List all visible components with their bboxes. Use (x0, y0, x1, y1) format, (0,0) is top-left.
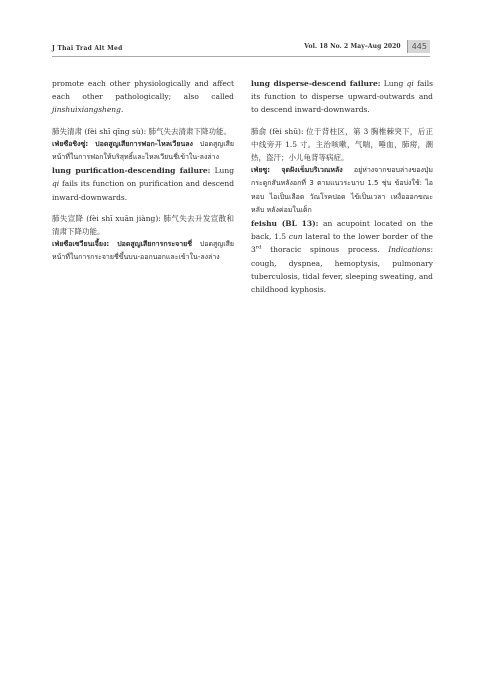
entry-lung-disperse-thai (52, 238, 234, 264)
entry-definition-thai: ปอดสูญเสียหน้าที่ในการฟอกให้บริสุทธิ์และไหลเวียนชี่เข้าใน-ลงล่าง (52, 139, 234, 162)
entry-lung-disperse-en (251, 77, 433, 117)
entry-definition-cn: 肺气失去升发宣散和清肃下降功能。 (52, 213, 235, 237)
entry-term-cn: 肺俞 (251, 126, 267, 136)
entry-pinyin: (fèi shī xuān jiàng): (83, 213, 164, 223)
entry-pinyin: (fèi shū): (266, 126, 307, 136)
entry-en-text: Lung (210, 166, 235, 176)
entry-en-italic: Indications (388, 245, 431, 255)
entry-en-italic: qi (52, 179, 60, 189)
entry-en-text: : cough, dyspnea, hemoptysis, pulmonary tuberculosis, tidal fever, sleeping sweating, and childhood kyphosis. (251, 245, 433, 295)
entry-lung-purification-thai (52, 138, 234, 164)
entry-en-text: an acupoint located on the back, 1.5 (251, 219, 433, 242)
entry-en-italic: cun (288, 232, 303, 242)
entry-term-thai: เฟ่ยซือเซวียนเจี้ยง: ปอดสูญเสียการกระจายชี่ (52, 240, 192, 249)
volume-info: Vol. 18 No. 2 May–Aug 2020 (304, 43, 401, 50)
right-column (251, 77, 433, 304)
intro-end: . (120, 105, 124, 115)
entry-pinyin: (fèi shī qīng sù): (82, 126, 149, 136)
entry-definition-thai: ปอดสูญเสียหน้าที่ในการกระจายชี่ขึ้นบน-ออกนอกและเข้าใน-ลงล่าง (52, 240, 234, 262)
page-number: 445 (407, 40, 430, 53)
entry-lung-purification-cn (52, 125, 234, 138)
intro-text: promote each other physiologically and affect each other pathologically; also called (52, 79, 234, 102)
entry-term-thai: เฟ่ยซู: จุดฝังเข็มบริเวณหลัง (251, 166, 343, 175)
entry-en-text: lateral to the lower border of the 3 (251, 232, 433, 255)
entry-term-en: lung purification-descending failure: (52, 166, 211, 176)
intro-paragraph (52, 77, 234, 117)
entry-en-text: fails its function to disperse upward-outwards and to descend inward-downwards. (251, 79, 433, 115)
header-rule (52, 56, 430, 57)
entry-en-text: Lung (380, 79, 407, 88)
entry-definition-cn: 肺气失去清肃下降功能。 (148, 126, 232, 136)
entry-term-en: feishu (BL 13): (251, 219, 319, 229)
entry-en-text: fails its function on purification and descend inward-downwards. (52, 179, 234, 202)
intro-term: jinshuixiangsheng (52, 105, 121, 115)
entry-en-text: thoracic spinous process. (261, 245, 389, 255)
entry-term-cn: 肺失宣降 (52, 213, 84, 223)
entry-term-cn: 肺失清肃 (52, 126, 82, 136)
left-column (52, 77, 234, 265)
entry-definition-cn: 位于背柱区，第 3 胸椎棘突下，后正中线旁开 1.5 寸。主治咳嗽，气喘，唾血，肺痨，潮热，盗汗；小儿龟背等病症。 (251, 126, 434, 163)
entry-en-italic: qi (406, 79, 414, 88)
header-right (304, 40, 430, 53)
entry-feishu-en (251, 217, 433, 296)
entry-definition-thai: อยู่ห่างจากขอบล่างของปุ่มกระดูกสันหลังอกที่ 3 ตามแนวระนาบ 1.5 ชุ่น ข้อบ่งใช้: ไอ หอบ ไอเป็นเลือด วัณโรคปอด ไข้เป็นเวลา เหงื่อออกขณะหลับ หลังค่อมในเด็ก (251, 166, 433, 214)
entry-feishu-cn (251, 125, 433, 165)
entry-lung-disperse-cn (52, 212, 234, 238)
entry-term-thai: เฟ่ยซือชิงซู่: ปอดสูญเสียการฟอก-ไหลเวียนลง (52, 139, 193, 148)
entry-feishu-thai (251, 164, 433, 217)
entry-lung-purification-en (52, 164, 234, 204)
entry-en-superscript: rd (255, 244, 262, 251)
entry-term-en: lung disperse-descend failure: (251, 79, 381, 88)
journal-name: J Thai Trad Alt Med (52, 45, 123, 52)
